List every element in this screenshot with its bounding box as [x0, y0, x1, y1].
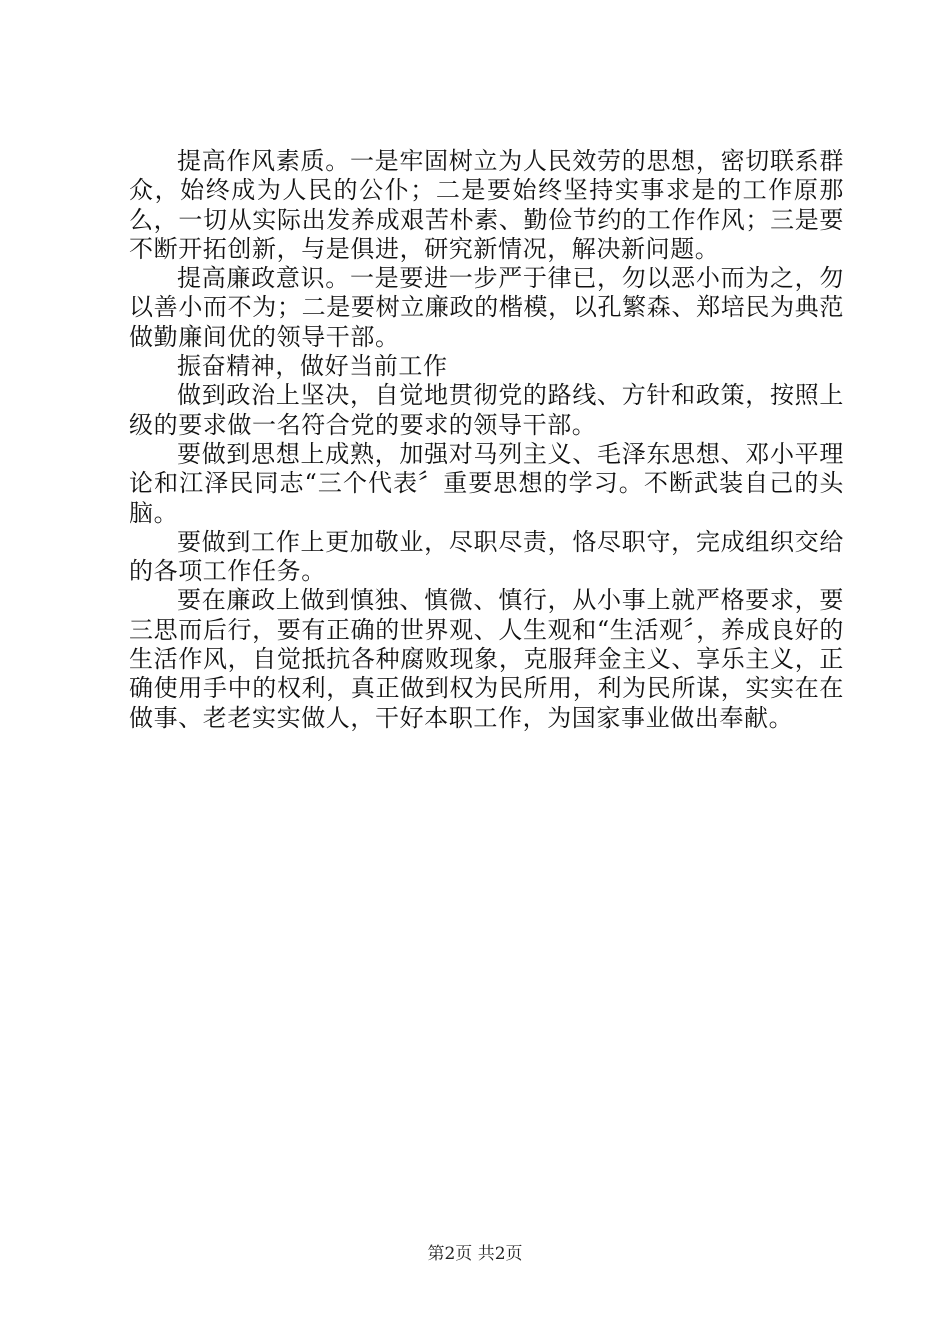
page-number-footer: 第2页 共2页	[427, 1244, 523, 1264]
paragraph-political-firmness: 做到政治上坚决，自觉地贯彻党的路线、方针和政策，按照上级的要求做一名符合党的要求的领导干部。	[129, 381, 844, 439]
paragraph-integrity-awareness: 提高廉政意识。一是要进一步严于律已，勿以恶小而为之，勿以善小而不为；二是要树立廉政的楷模，以孔繁森、郑培民为典范做勤廉间优的领导干部。	[129, 264, 844, 351]
document-body	[129, 147, 844, 733]
paragraph-ideological-maturity: 要做到思想上成熟，加强对马列主义、毛泽东思想、邓小平理论和江泽民同志“三个代表〞重要思想的学习。不断武装自己的头脑。	[129, 439, 844, 527]
paragraph-clean-governance: 要在廉政上做到慎独、慎微、慎行，从小事上就严格要求，要三思而后行，要有正确的世界观、人生观和“生活观〞，养成良好的生活作风，自觉抵抗各种腐败现象，克服拜金主义、享乐主义，正确使用手中的权利，真正做到权为民所用，利为民所谋，实实在在做事、老老实实做人，干好本职工作，为国家事业做出奉献。	[129, 586, 844, 732]
paragraph-section-heading: 振奋精神，做好当前工作	[177, 352, 448, 381]
paragraph-work-dedication: 要做到工作上更加敬业，尽职尽责，恪尽职守，完成组织交给的各项工作任务。	[129, 527, 844, 586]
paragraph-work-style: 提高作风素质。一是牢固树立为人民效劳的思想，密切联系群众，始终成为人民的公仆；二是要始终坚持实事求是的工作原那么，一切从实际出发养成艰苦朴素、勤俭节约的工作作风；三是要不断开拓创新，与是俱进，研究新情况，解决新问题。	[129, 147, 844, 263]
